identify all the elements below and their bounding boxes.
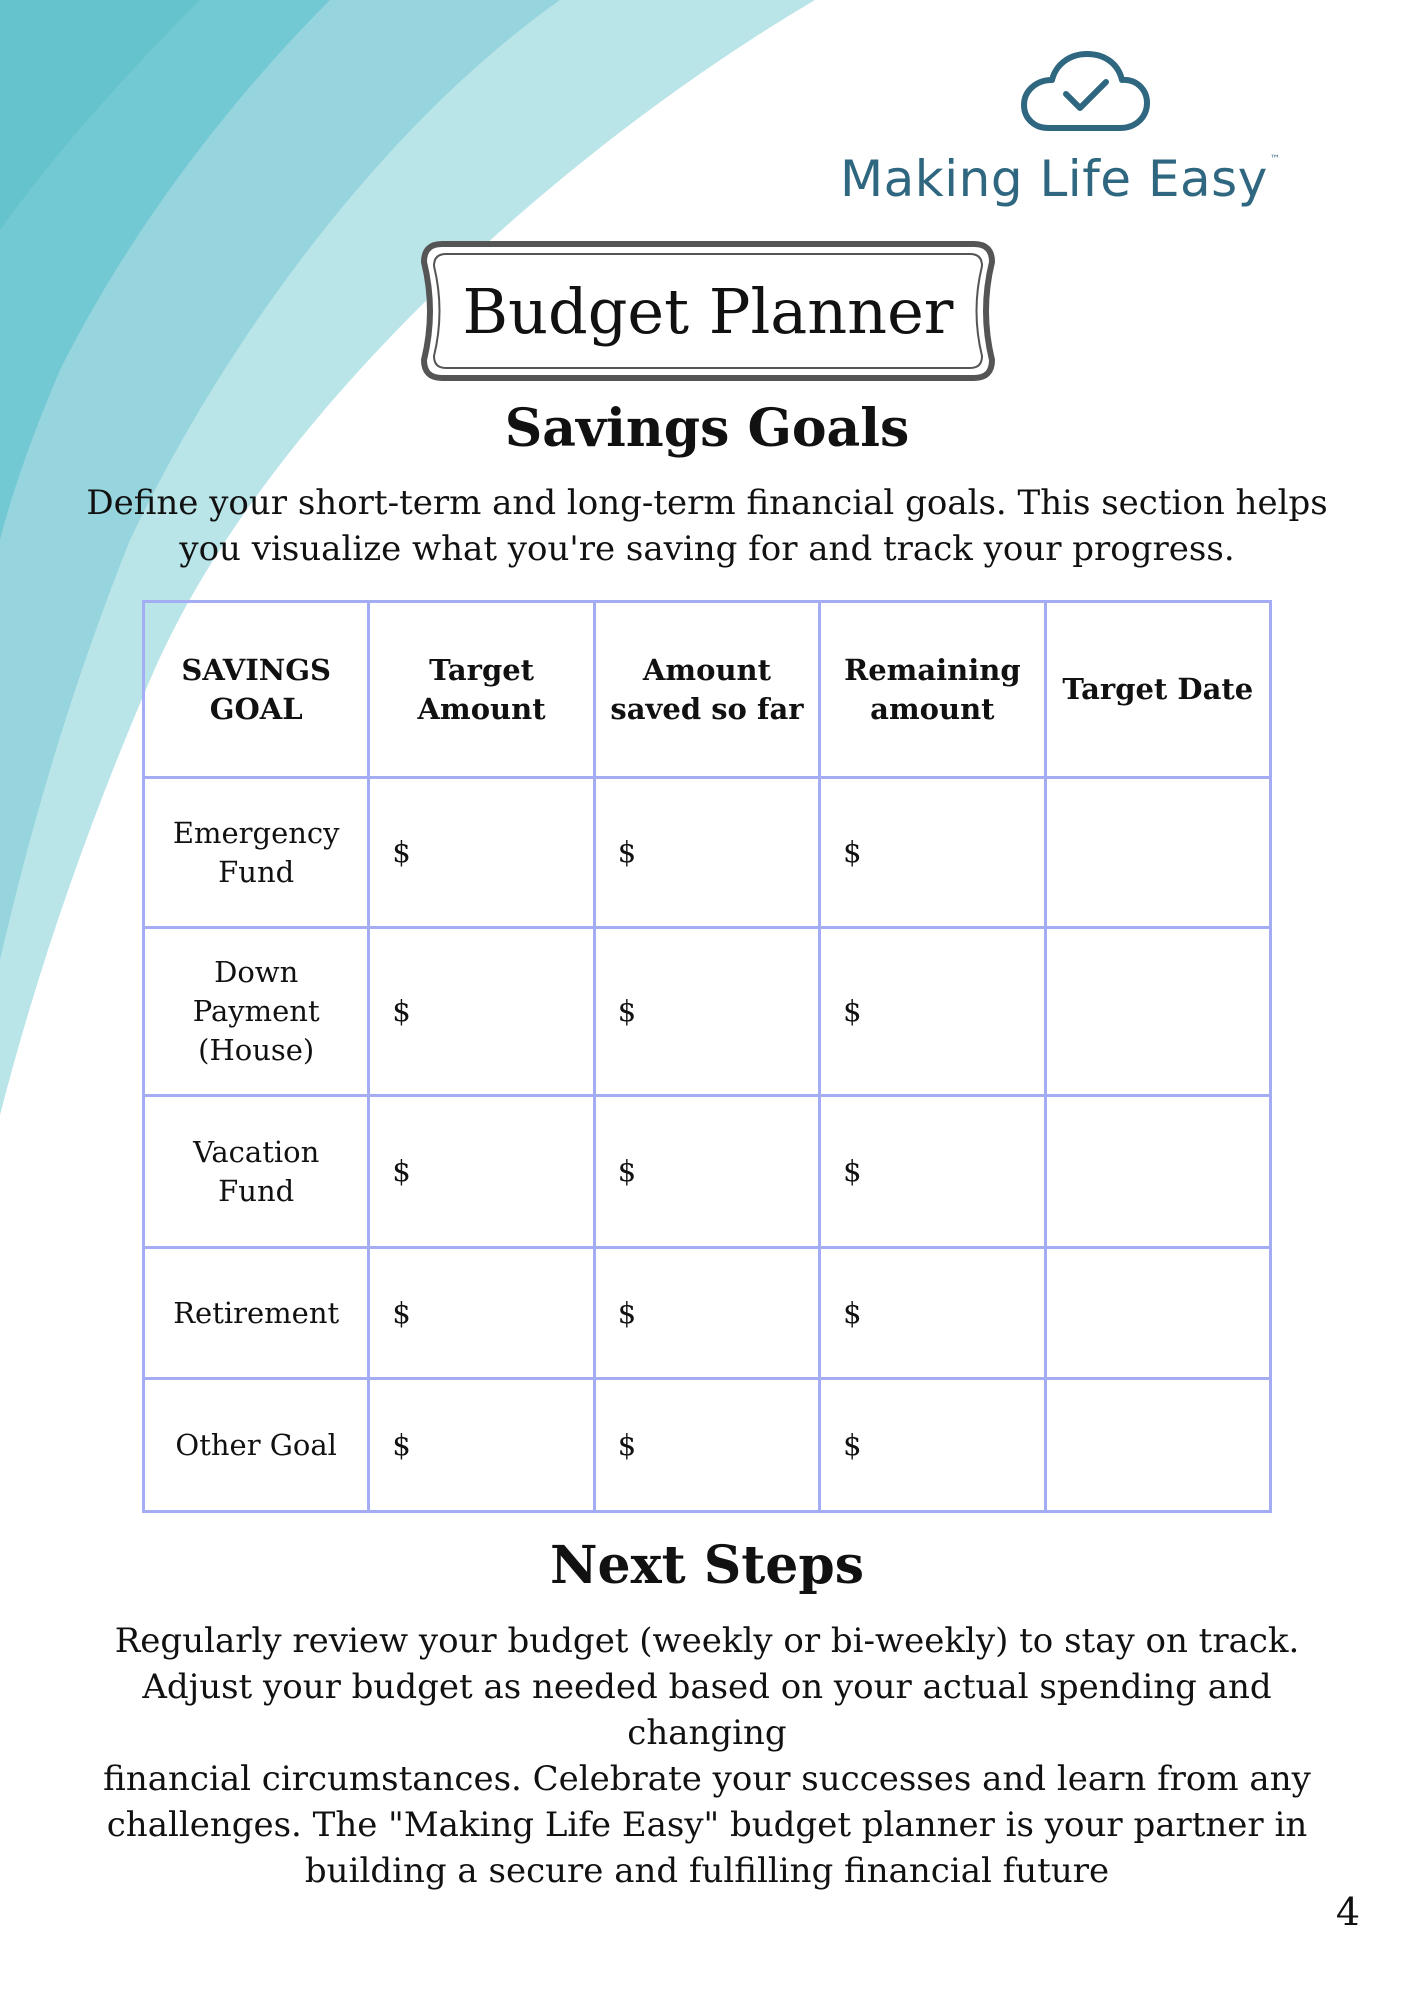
next-steps-text <box>80 1618 1334 1894</box>
brand-logo <box>840 50 1340 220</box>
goal-name-line: (House) <box>198 1033 315 1067</box>
remaining-amount-cell[interactable]: $ <box>820 1379 1045 1512</box>
next-steps-heading: Next Steps <box>549 1535 865 1596</box>
amount-saved-cell[interactable]: $ <box>594 928 819 1096</box>
goal-name-line: Payment <box>192 994 320 1028</box>
remaining-amount-cell[interactable]: $ <box>820 778 1045 928</box>
trademark-mark: ™ <box>1269 154 1281 165</box>
next-steps-line: Regularly review your budget (weekly or bi-weekly) to stay on track. <box>114 1621 1300 1661</box>
table-header-row <box>144 602 1271 778</box>
title-frame <box>420 240 996 382</box>
goal-name-cell <box>144 1096 369 1248</box>
amount-saved-cell[interactable]: $ <box>594 1379 819 1512</box>
header-remaining-amount <box>820 602 1045 778</box>
header-line: SAVINGS <box>181 652 331 687</box>
amount-saved-cell[interactable]: $ <box>594 778 819 928</box>
goal-name-cell <box>144 1379 369 1512</box>
target-amount-cell[interactable]: $ <box>369 928 594 1096</box>
header-line: Amount <box>417 691 546 726</box>
header-line: amount <box>870 691 995 726</box>
header-line: saved so far <box>610 691 804 726</box>
target-date-cell[interactable] <box>1045 1096 1270 1248</box>
target-date-cell[interactable] <box>1045 1248 1270 1379</box>
goal-name-cell <box>144 928 369 1096</box>
savings-intro-line: you visualize what you're saving for and track your progress. <box>179 529 1235 569</box>
header-line: Amount <box>642 652 772 687</box>
target-date-cell[interactable] <box>1045 1379 1270 1512</box>
goal-name-line: Emergency <box>172 815 340 850</box>
target-amount-cell[interactable]: $ <box>369 1096 594 1248</box>
header-target-amount <box>369 602 594 778</box>
table-row <box>144 1096 1271 1248</box>
goal-name-line: Down <box>214 955 299 989</box>
cloud-check-icon <box>1020 50 1150 136</box>
goal-name-line: Other Goal <box>175 1427 337 1462</box>
page-title: Budget Planner <box>462 274 954 348</box>
header-line: Target <box>429 652 535 687</box>
remaining-amount-cell[interactable]: $ <box>820 1248 1045 1379</box>
goal-name-line: Fund <box>218 854 295 889</box>
brand-name <box>840 150 1340 208</box>
header-line: GOAL <box>209 691 303 726</box>
target-amount-cell[interactable]: $ <box>369 778 594 928</box>
table-row <box>144 928 1271 1096</box>
target-amount-cell[interactable]: $ <box>369 1248 594 1379</box>
header-line: Remaining <box>844 652 1021 687</box>
remaining-amount-cell[interactable]: $ <box>820 1096 1045 1248</box>
goal-name-line: Vacation <box>193 1134 320 1169</box>
header-amount-saved <box>594 602 819 778</box>
amount-saved-cell[interactable]: $ <box>594 1096 819 1248</box>
target-date-cell[interactable] <box>1045 928 1270 1096</box>
savings-intro-line: Define your short-term and long-term financial goals. This section helps <box>86 483 1328 523</box>
header-savings-goal <box>144 602 369 778</box>
target-date-cell[interactable] <box>1045 778 1270 928</box>
amount-saved-cell[interactable]: $ <box>594 1248 819 1379</box>
goal-name-line: Fund <box>218 1173 295 1208</box>
goal-name-line: Retirement <box>173 1295 340 1330</box>
remaining-amount-cell[interactable]: $ <box>820 928 1045 1096</box>
brand-name-text: Making Life Easy <box>840 150 1268 208</box>
next-steps-line: financial circumstances. Celebrate your successes and learn from any <box>103 1759 1311 1799</box>
next-steps-line: Adjust your budget as needed based on your actual spending and changing <box>142 1667 1272 1753</box>
next-steps-line: building a secure and fulfilling financial future <box>304 1851 1110 1891</box>
table-row <box>144 778 1271 928</box>
savings-intro <box>80 480 1334 572</box>
goal-name-cell <box>144 778 369 928</box>
savings-goals-table <box>142 600 1272 1513</box>
page-number: 4 <box>1335 1890 1360 1934</box>
goal-name-cell <box>144 1248 369 1379</box>
target-amount-cell[interactable]: $ <box>369 1379 594 1512</box>
header-line: Target Date <box>1062 672 1254 706</box>
header-target-date <box>1045 602 1270 778</box>
table-row <box>144 1248 1271 1379</box>
table-row <box>144 1379 1271 1512</box>
savings-goals-heading: Savings Goals <box>504 398 910 459</box>
next-steps-line: challenges. The "Making Life Easy" budget planner is your partner in <box>106 1805 1308 1845</box>
